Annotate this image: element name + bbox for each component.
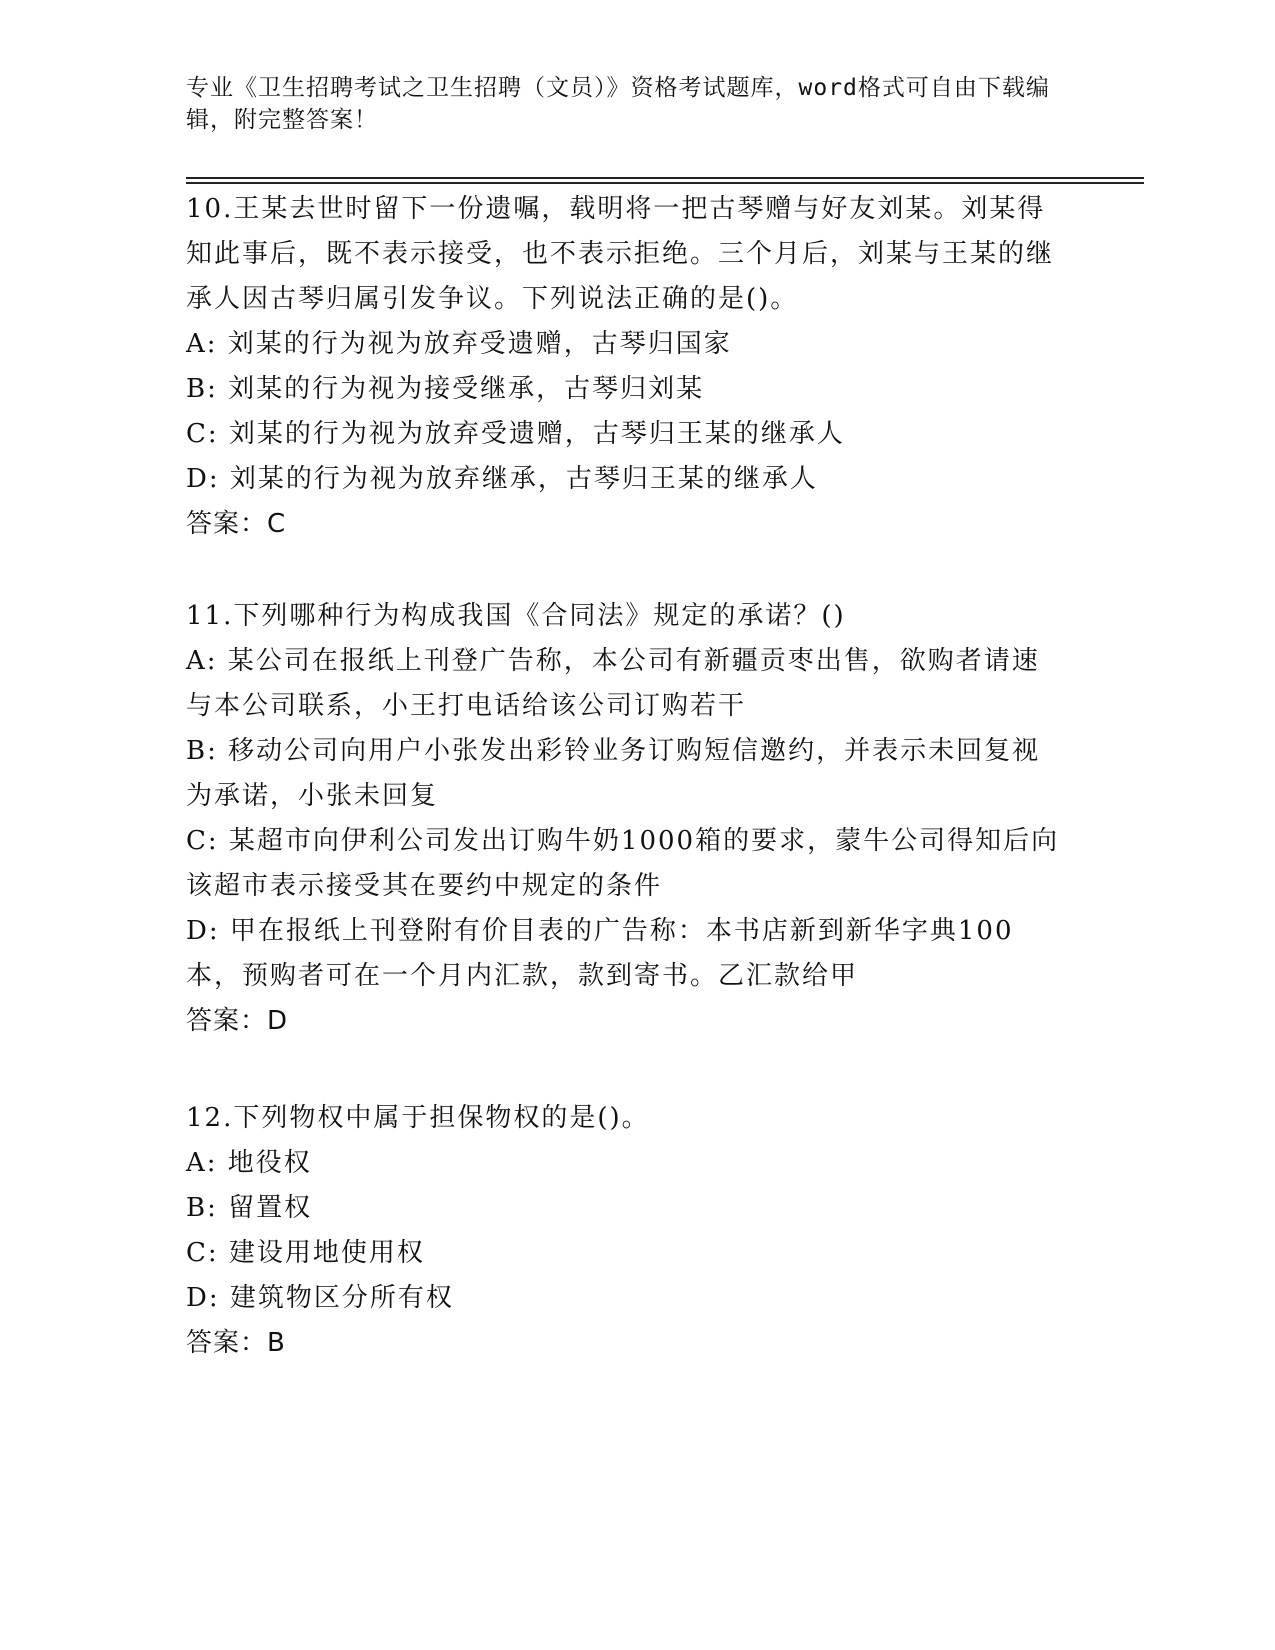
option-c: C: 刘某的行为视为放弃受遗赠，古琴归王某的继承人 [186, 419, 845, 449]
question-11 [186, 594, 1066, 1044]
option-d: D: 建筑物区分所有权 [186, 1283, 454, 1313]
question-stem: 11.下列哪种行为构成我国《合同法》规定的承诺？() [186, 601, 846, 631]
option-d: D: 甲在报纸上刊登附有价目表的广告称：本书店新到新华字典100本，预购者可在一个月内汇款，款到寄书。乙汇款给甲 [186, 916, 1014, 991]
option-b: B: 留置权 [186, 1193, 313, 1223]
question-12 [186, 1096, 1066, 1366]
option-b: B: 移动公司向用户小张发出彩铃业务订购短信邀约，并表示未回复视为承诺，小张未回复 [186, 736, 1041, 811]
option-a: A: 刘某的行为视为放弃受遗赠，古琴归国家 [186, 329, 732, 359]
option-c: C: 建设用地使用权 [186, 1238, 425, 1268]
answer-label: 答案：C [186, 509, 287, 539]
header-divider-line-thin [186, 182, 1144, 184]
option-b: B: 刘某的行为视为接受继承，古琴归刘某 [186, 374, 705, 404]
answer-label: 答案：D [186, 1006, 289, 1036]
header-description: 专业《卫生招聘考试之卫生招聘（文员）》资格考试题库，word格式可自由下载编辑，附完整答案！ [186, 75, 1050, 133]
question-stem: 10.王某去世时留下一份遗嘱，载明将一把古琴赠与好友刘某。刘某得知此事后，既不表示接受，也不表示拒绝。三个月后，刘某与王某的继承人因古琴归属引发争议。下列说法正确的是()。 [186, 194, 1055, 314]
question-stem: 12.下列物权中属于担保物权的是()。 [186, 1103, 650, 1133]
answer-label: 答案：B [186, 1328, 286, 1358]
header-divider-line [186, 177, 1144, 179]
option-a: A: 某公司在报纸上刊登广告称，本公司有新疆贡枣出售，欲购者请速与本公司联系，小王打电话给该公司订购若干 [186, 646, 1040, 721]
option-a: A: 地役权 [186, 1148, 312, 1178]
question-10 [186, 187, 1066, 547]
option-c: C: 某超市向伊利公司发出订购牛奶1000箱的要求，蒙牛公司得知后向该超市表示接受其在要约中规定的条件 [186, 826, 1060, 901]
option-d: D: 刘某的行为视为放弃继承，古琴归王某的继承人 [186, 464, 818, 494]
